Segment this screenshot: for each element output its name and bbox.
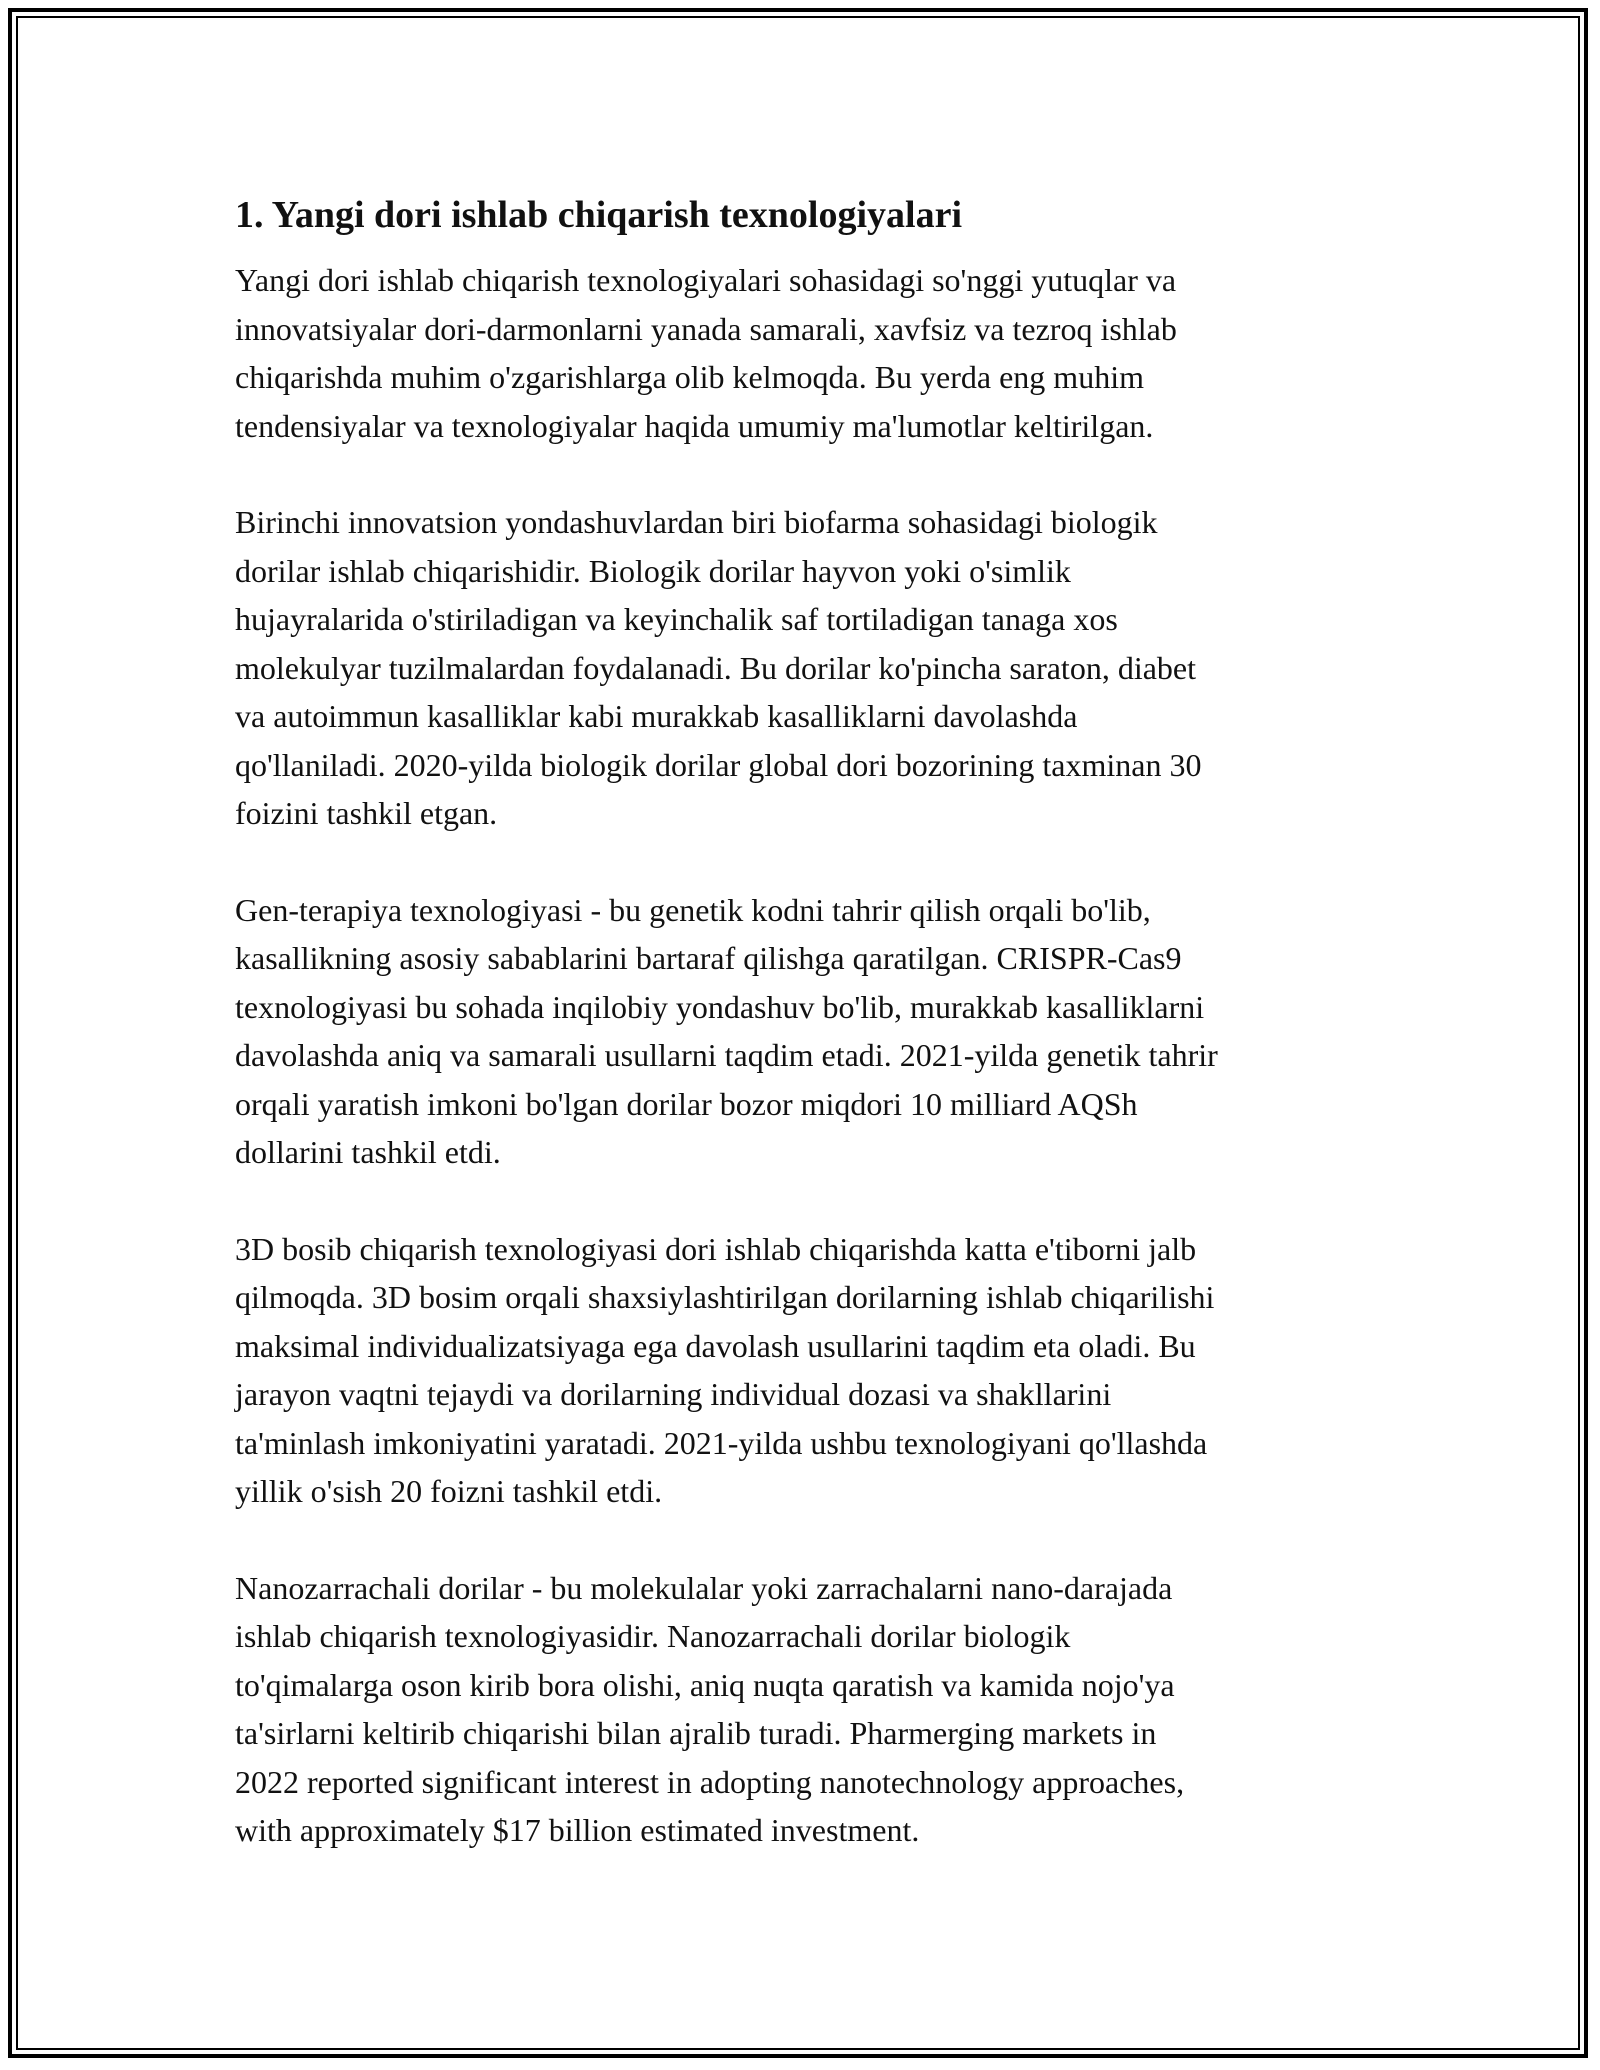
paragraph-line: qo'llaniladi. 2020-yilda biologik dorilar global dori bozorining taxminan 30: [235, 746, 1202, 783]
paragraph: [235, 498, 1385, 838]
paragraph-line: qilmoqda. 3D bosim orqali shaxsiylashtirilgan dorilarning ishlab chiqarilishi: [235, 1279, 1215, 1315]
paragraph-line: dorilar ishlab chiqarishidir. Biologik dorilar hayvon yoki o'simlik: [235, 552, 1071, 589]
paragraph-line: orqali yaratish imkoni bo'lgan dorilar bozor miqdori 10 milliard AQSh: [235, 1085, 1138, 1122]
paragraph-line: maksimal individualizatsiyaga ega davolash usullarini taqdim eta oladi. Bu: [235, 1327, 1196, 1364]
paragraph-line: 3D bosib chiqarish texnologiyasi dori ishlab chiqarishda katta e'tiborni jalb: [235, 1230, 1197, 1267]
paragraph-line: texnologiyasi bu sohada inqilobiy yondashuv bo'lib, murakkab kasalliklarni: [235, 988, 1205, 1025]
paragraph-line: ta'minlash imkoniyatini yaratadi. 2021-yilda ushbu texnologiyani qo'llashda: [235, 1424, 1208, 1461]
paragraph-line: 2022 reported significant interest in adopting nanotechnology approaches,: [235, 1763, 1185, 1800]
document-body: [235, 190, 1385, 1903]
paragraph-line: yillik o'sish 20 foizni tashkil etdi.: [235, 1473, 663, 1509]
paragraph-line: hujayralarida o'stiriladigan va keyinchalik saf tortiladigan tanaga xos: [235, 601, 1118, 637]
paragraph-line: tendensiyalar va texnologiyalar haqida umumiy ma'lumotlar keltirilgan.: [235, 407, 1154, 444]
paragraph: [235, 1564, 1385, 1855]
paragraph-line: to'qimalarga oson kirib bora olishi, aniq nuqta qaratish va kamida nojo'ya: [235, 1666, 1175, 1703]
paragraph-line: Birinchi innovatsion yondashuvlardan biri biofarma sohasidagi biologik: [235, 504, 1158, 540]
paragraph-line: chiqarishda muhim o'zgarishlarga olib kelmoqda. Bu yerda eng muhim: [235, 359, 1144, 395]
paragraph: [235, 1225, 1385, 1516]
paragraph-line: innovatsiyalar dori-darmonlarni yanada samarali, xavfsiz va tezroq ishlab: [235, 310, 1177, 347]
paragraph-line: ta'sirlarni keltirib chiqarishi bilan ajralib turadi. Pharmerging markets in: [235, 1715, 1157, 1751]
paragraph-line: molekulyar tuzilmalardan foydalanadi. Bu dorilar ko'pincha saraton, diabet: [235, 649, 1196, 686]
paragraph-line: Yangi dori ishlab chiqarish texnologiyalari sohasidagi so'nggi yutuqlar va: [235, 262, 1177, 298]
paragraph-line: Gen-terapiya texnologiyasi - bu genetik kodni tahrir qilish orqali bo'lib,: [235, 891, 1151, 928]
section-heading: 1. Yangi dori ishlab chiqarish texnologiyalari: [235, 194, 963, 236]
paragraph-line: jarayon vaqtni tejaydi va dorilarning individual dozasi va shakllarini: [235, 1376, 1112, 1412]
paragraph: [235, 886, 1385, 1177]
paragraph-line: with approximately $17 billion estimated investment.: [235, 1812, 920, 1848]
paragraph-line: dollarini tashkil etdi.: [235, 1134, 501, 1170]
paragraph-line: kasallikning asosiy sabablarini bartaraf qilishga qaratilgan. CRISPR-Cas9: [235, 940, 1182, 976]
paragraph-line: va autoimmun kasalliklar kabi murakkab kasalliklarni davolashda: [235, 698, 1078, 734]
paragraph-list: [235, 256, 1385, 1855]
paragraph-line: ishlab chiqarish texnologiyasidir. Nanozarrachali dorilar biologik: [235, 1618, 1071, 1654]
paragraph-line: Nanozarrachali dorilar - bu molekulalar yoki zarrachalarni nano-darajada: [235, 1569, 1173, 1606]
paragraph-line: davolashda aniq va samarali usullarni taqdim etadi. 2021-yilda genetik tahrir: [235, 1037, 1218, 1073]
paragraph-line: foizini tashkil etgan.: [235, 795, 498, 831]
paragraph: [235, 256, 1385, 450]
